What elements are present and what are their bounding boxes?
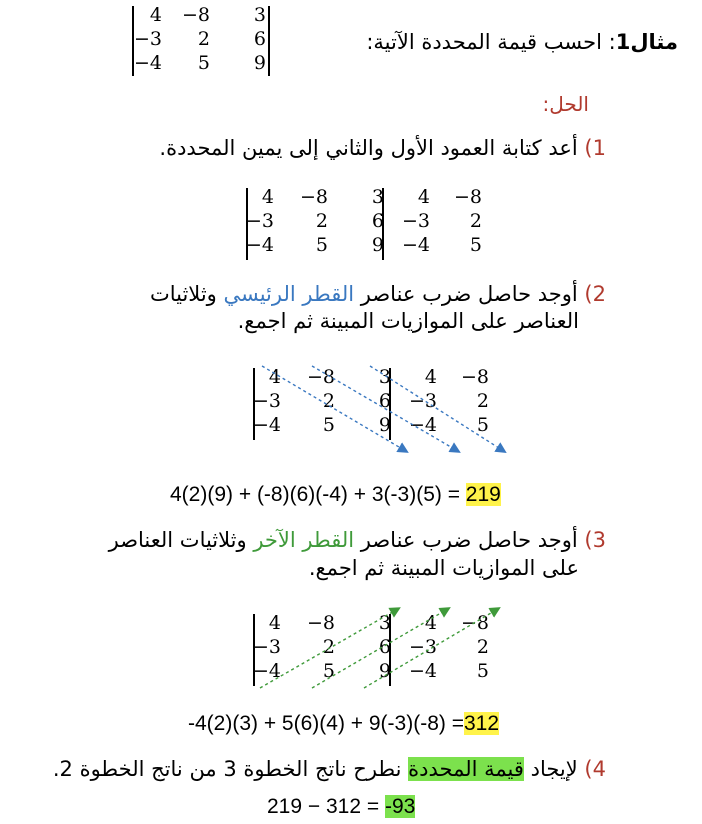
ext-matrix-cell: −4: [245, 234, 274, 256]
ext-matrix-main-cell: 2: [476, 390, 489, 412]
matrix-cell: −3: [133, 28, 162, 50]
example-label: مثال1: [615, 30, 678, 54]
ext-matrix-cell: −3: [245, 210, 274, 232]
step-3-line-1: 3) أوجد حاصل ضرب عناصر القطر الآخر وثلاثيات العناصر: [108, 528, 606, 552]
step-3-result: 312: [463, 712, 500, 735]
ext-matrix-cell: 4: [417, 186, 430, 208]
ext-matrix-other-cell: 6: [378, 636, 391, 658]
ext-matrix-main-cell: 6: [378, 390, 391, 412]
ext-matrix-other-cell: 2: [476, 636, 489, 658]
step-2-line-2: العناصر على الموازيات المبينة ثم اجمع.: [237, 309, 579, 333]
step-2-number: 2): [584, 282, 606, 306]
matrix-cell: 5: [197, 52, 210, 74]
other-diagonal-2: [312, 610, 446, 688]
ext-matrix-cell: 5: [469, 234, 482, 256]
ext-matrix-other-cell: 3: [378, 612, 391, 634]
ext-matrix-main-cell: 4: [424, 366, 437, 388]
other-diagonal-term: القطر الآخر: [253, 528, 355, 552]
ext-matrix-main-cell: −4: [252, 414, 281, 436]
main-diagonal-2: [312, 366, 456, 450]
ext-matrix-main-cell: 2: [322, 390, 335, 412]
ext-matrix-cell: 6: [371, 210, 384, 232]
ext-matrix-other-cell: −3: [408, 636, 437, 658]
ext-matrix-main-cell: −8: [460, 366, 489, 388]
ext-matrix-main-cell: 3: [378, 366, 391, 388]
step-2-line-1: 2) أوجد حاصل ضرب عناصر القطر الرئيسي وثلاثيات: [149, 282, 606, 306]
ext-matrix-other-cell: −8: [306, 612, 335, 634]
other-diagonal-3: [364, 610, 496, 688]
ext-matrix-cell: 3: [371, 186, 384, 208]
ext-matrix-cell: 4: [261, 186, 274, 208]
matrix-cell: 3: [253, 4, 266, 26]
ext-matrix-cell: −8: [299, 186, 328, 208]
ext-matrix-main-cell: 5: [476, 414, 489, 436]
ext-matrix-main-cell: 5: [322, 414, 335, 436]
ext-matrix-other-cell: −8: [460, 612, 489, 634]
example-text: : احسب قيمة المحددة الآتية:: [366, 30, 616, 54]
matrix-cell: 4: [149, 4, 162, 26]
step-2-equation: 4(2)(9) + (-8)(6)(-4) + 3(-3)(5) = 219: [170, 483, 501, 506]
step-1-number: 1): [584, 136, 606, 160]
ext-matrix-cell: 5: [315, 234, 328, 256]
matrix-cell: 6: [253, 28, 266, 50]
ext-matrix-other-cell: 9: [378, 660, 391, 682]
ext-matrix-cell: 9: [371, 234, 384, 256]
solution-label: الحل:: [542, 92, 589, 116]
determinant-value-term: قيمة المحددة: [408, 757, 524, 781]
main-diagonal-3: [370, 366, 502, 450]
ext-matrix-other-cell: 2: [322, 636, 335, 658]
ext-matrix-other-cell: 5: [476, 660, 489, 682]
matrix-cell: 2: [197, 28, 210, 50]
step-4-number: 4): [584, 757, 606, 781]
ext-matrix-main-cell: −8: [306, 366, 335, 388]
ext-matrix-main-cell: −4: [408, 414, 437, 436]
ext-matrix-cell: −4: [401, 234, 430, 256]
step-2-result: 219: [465, 483, 501, 506]
other-diagonal-1: [260, 610, 396, 688]
ext-matrix-cell: −8: [453, 186, 482, 208]
ext-matrix-cell: 2: [469, 210, 482, 232]
matrix-cell: −8: [181, 4, 210, 26]
ext-matrix-other-cell: 4: [424, 612, 437, 634]
step-1-text: 1) أعد كتابة العمود الأول والثاني إلى يمين المحددة.: [159, 136, 606, 160]
step-4-text: 4) لإيجاد قيمة المحددة نطرح ناتج الخطوة 3 من ناتج الخطوة 2.: [52, 757, 606, 781]
main-diagonal-term: القطر الرئيسي: [223, 282, 355, 306]
matrix-cell: 9: [253, 52, 266, 74]
step-4-equation: 219 − 312 = -93: [267, 795, 416, 818]
final-result: -93: [384, 795, 416, 818]
ext-matrix-cell: 2: [315, 210, 328, 232]
step-3-equation: -4(2)(3) + 5(6)(4) + 9(-3)(-8) =312: [188, 712, 500, 735]
step-3-number: 3): [584, 528, 606, 552]
step-3-line-2: على الموازيات المبينة ثم اجمع.: [308, 556, 579, 580]
ext-matrix-main-cell: 4: [268, 366, 281, 388]
ext-matrix-other-cell: 4: [268, 612, 281, 634]
ext-matrix-other-cell: −4: [252, 660, 281, 682]
ext-matrix-other-cell: −4: [408, 660, 437, 682]
ext-matrix-main-cell: 9: [378, 414, 391, 436]
ext-matrix-main-cell: −3: [252, 390, 281, 412]
ext-matrix-other-cell: −3: [252, 636, 281, 658]
matrix-cell: −4: [133, 52, 162, 74]
ext-matrix-cell: −3: [401, 210, 430, 232]
ext-matrix-other-cell: 5: [322, 660, 335, 682]
ext-matrix-main-cell: −3: [408, 390, 437, 412]
